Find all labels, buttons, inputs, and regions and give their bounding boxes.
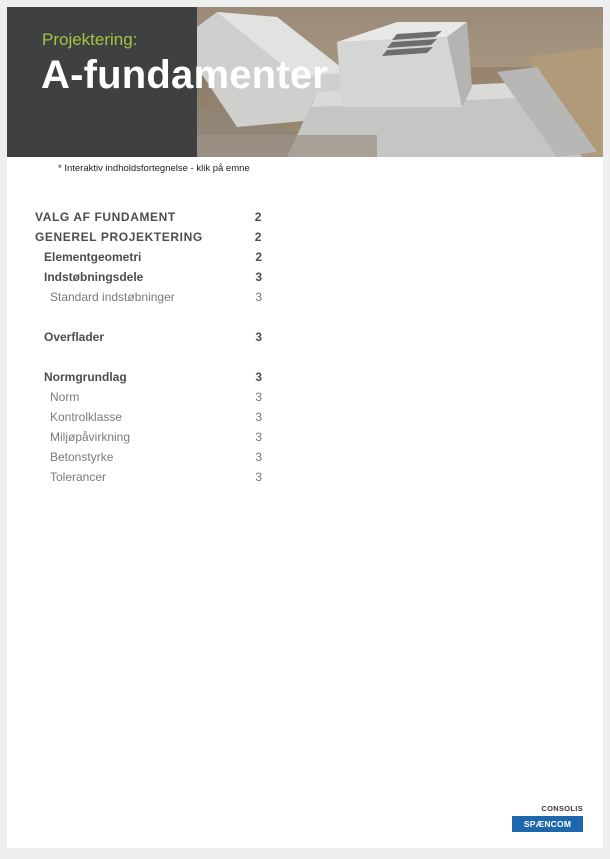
document-page [7, 7, 603, 848]
toc-entry-overflader[interactable] [7, 327, 269, 347]
toc-entry-page: 3 [255, 290, 262, 304]
toc-entry-label: Kontrolklasse [50, 410, 123, 424]
toc-entry-page: 3 [255, 390, 262, 404]
toc-entry-page: 3 [255, 330, 262, 344]
toc-entry-label: Miljøpåvirkning [50, 430, 131, 444]
toc-entry-kontrolklasse[interactable] [7, 407, 269, 427]
table-of-contents [7, 207, 307, 487]
toc-entry-page: 2 [254, 210, 262, 224]
company-logo [512, 805, 584, 833]
toc-entry-page: 2 [255, 250, 262, 264]
toc-spacer [7, 307, 307, 327]
toc-entry-label: VALG AF FUNDAMENT [35, 210, 176, 224]
toc-entry-label: GENEREL PROJEKTERING [35, 230, 203, 244]
toc-entry-miljopavirkning[interactable] [7, 427, 269, 447]
toc-entry-betonstyrke[interactable] [7, 447, 269, 467]
toc-entry-indstobningsdele[interactable] [7, 267, 269, 287]
logo-consolis-text: CONSOLIS [541, 804, 583, 813]
toc-entry-label: Standard indstøbninger [50, 290, 175, 304]
toc-entry-label: Betonstyrke [50, 450, 114, 464]
toc-entry-label: Norm [50, 390, 80, 404]
header-subtitle: Projektering: [42, 30, 138, 49]
toc-entry-page: 3 [255, 370, 262, 384]
toc-note: * Interaktiv indholdsfortegnelse - klik på emne [58, 163, 250, 174]
toc-entry-label: Indstøbningsdele [44, 270, 144, 284]
toc-entry-page: 2 [254, 230, 262, 244]
toc-entry-generel-projektering[interactable] [7, 227, 269, 247]
toc-entry-standard-indstobninger[interactable] [7, 287, 269, 307]
toc-spacer [7, 347, 307, 367]
logo-spaencom-text: SPÆNCOM [512, 816, 583, 832]
toc-entry-elementgeometri[interactable] [7, 247, 269, 267]
toc-entry-valg-af-fundament[interactable] [7, 207, 269, 227]
toc-entry-normgrundlag[interactable] [7, 367, 269, 387]
toc-entry-page: 3 [255, 470, 262, 484]
toc-entry-label: Overflader [44, 330, 105, 344]
toc-entry-page: 3 [255, 410, 262, 424]
toc-entry-label: Elementgeometri [44, 250, 142, 264]
toc-entry-tolerancer[interactable] [7, 467, 269, 487]
toc-entry-norm[interactable] [7, 387, 269, 407]
toc-entry-label: Normgrundlag [44, 370, 127, 384]
header-banner [7, 7, 603, 157]
toc-entry-page: 3 [255, 450, 262, 464]
toc-entry-label: Tolerancer [50, 470, 107, 484]
toc-entry-page: 3 [255, 270, 262, 284]
toc-entry-page: 3 [255, 430, 262, 444]
page-title: A-fundamenter [41, 53, 329, 97]
